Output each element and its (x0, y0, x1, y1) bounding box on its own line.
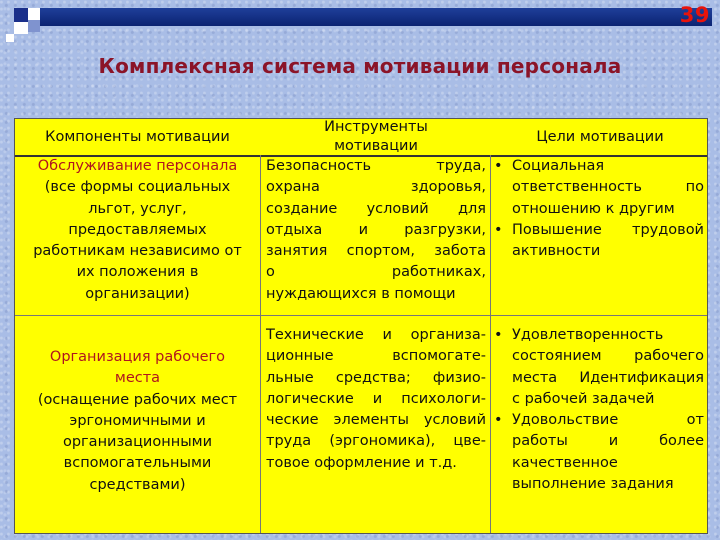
row2-tools (266, 325, 486, 474)
tools-line: создание условий для (266, 200, 486, 217)
decor-square (14, 22, 28, 34)
header-components: Компоненты мотивации (45, 128, 230, 145)
page-number: 39 (679, 3, 710, 27)
header-tools (261, 119, 491, 155)
component-text-line: (все формы социальных (44, 179, 231, 196)
component-text-line: их положения в (76, 264, 199, 281)
tools-line: товое оформление и т.д. (266, 454, 457, 471)
component-title: Организация рабочего (49, 349, 226, 365)
component-text-line: организации) (85, 285, 190, 302)
header-bar (40, 8, 712, 26)
goal-line: отношению к другим (512, 200, 675, 217)
tools-line: ческие элементы условий (266, 412, 486, 429)
page-title: Комплексная система мотивации персонала (98, 54, 622, 78)
bullet: • (494, 221, 503, 238)
component-text-line: эргономичными и (69, 412, 206, 429)
component-text-line: предоставляемых (68, 221, 207, 238)
tools-line: охрана здоровья, (266, 179, 486, 196)
goal-line: активности (512, 243, 601, 260)
goal-line: Социальная (512, 158, 605, 174)
row1-tools (266, 156, 486, 305)
tools-line: труда (эргономика), цве- (266, 433, 486, 450)
tools-line: логические и психологи- (266, 390, 486, 407)
bullet: • (494, 412, 503, 429)
header-tools-line: мотивации (334, 138, 418, 154)
bullet: • (494, 327, 503, 343)
row-divider (15, 315, 707, 316)
row2-component (15, 347, 260, 496)
component-text-line: льгот, услуг, (88, 200, 187, 217)
column-divider (490, 155, 491, 533)
goal-line: с рабочей задачей (512, 390, 655, 407)
decor-square (28, 8, 40, 20)
tools-line: занятия спортом, забота (266, 243, 486, 260)
component-title: Обслуживание персонала (37, 158, 238, 174)
goal-item (494, 325, 704, 410)
row1-component (15, 156, 260, 305)
goal-line: выполнение задания (512, 476, 674, 493)
component-text-line: средствами) (89, 476, 186, 493)
row1-goals (494, 156, 704, 262)
tools-line: ционные вспомогате- (266, 348, 486, 365)
motivation-table (14, 118, 708, 534)
header-tools-line: Инструменты (324, 119, 428, 135)
column-divider (260, 155, 261, 533)
header-goals: Цели мотивации (536, 128, 664, 145)
tools-line: отдыха и разгрузки, (266, 221, 486, 238)
component-title: места (114, 370, 161, 387)
goal-line: Удовлетворенность (512, 327, 664, 343)
goal-line: Повышение трудовой (512, 221, 704, 238)
goal-item (494, 220, 704, 263)
component-text-line: вспомогательными (63, 455, 212, 472)
decor-square (6, 34, 14, 42)
decor-square (14, 8, 28, 22)
component-text-line: работникам независимо от (33, 243, 242, 260)
goal-line: работы и более (512, 433, 704, 450)
tools-line: о работниках, (266, 264, 486, 281)
tools-line: Безопасность труда, (266, 158, 486, 174)
goal-line: состоянием рабочего (512, 348, 704, 365)
tools-line: льные средства; физио- (266, 369, 486, 386)
goal-line: качественное (512, 454, 618, 471)
goal-line: ответственность по (512, 179, 704, 196)
goal-item (494, 156, 704, 220)
component-text-line: организационными (62, 434, 212, 451)
goal-line: Удовольствие от (512, 412, 704, 429)
goal-item (494, 410, 704, 495)
component-text-line: (оснащение рабочих мест (37, 391, 238, 408)
tools-line: Технические и организа- (266, 327, 486, 343)
goal-line: места Идентификация (512, 369, 704, 386)
bullet: • (494, 158, 503, 174)
row2-goals (494, 325, 704, 495)
tools-line: нуждающихся в помощи (266, 285, 456, 302)
decor-square (28, 20, 40, 32)
